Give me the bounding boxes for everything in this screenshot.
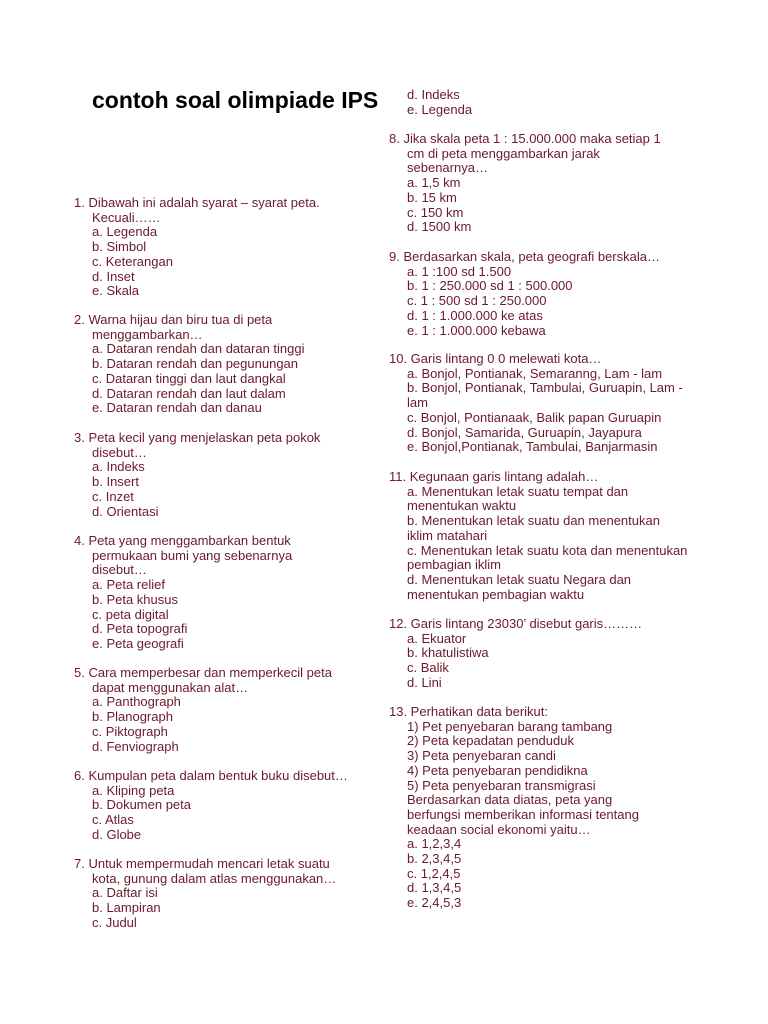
question-stem: 6. Kumpulan peta dalam bentuk buku disebut… <box>74 768 348 783</box>
option: b. Peta khusus <box>92 591 178 607</box>
question-stem: 5. Cara memperbesar dan memperkecil peta dapat menggunakan alat… <box>74 665 332 695</box>
question-stem: 7. Untuk mempermudah mencari letak suatu kota, gunung dalam atlas menggunakan… <box>74 856 337 886</box>
option: d. 1,3,4,5 <box>407 880 462 896</box>
data-item: 2) Peta kepadatan penduduk <box>407 733 574 749</box>
question-12 <box>389 617 689 691</box>
option: a. 1,5 km <box>407 175 461 191</box>
question-stem: 2. Warna hijau dan biru tua di peta menggambarkan… <box>74 312 273 342</box>
option: b. Menentukan letak suatu dan menentukan iklim matahari <box>407 513 660 543</box>
question-stem: 4. Peta yang menggambarkan bentuk permukaan bumi yang sebenarnya disebut… <box>74 533 293 578</box>
option: a. Bonjol, Pontianak, Semaranng, Lam - lam <box>407 365 663 381</box>
option: c. Keterangan <box>92 253 173 269</box>
option: c. Inzet <box>92 488 134 504</box>
option: b. 1 : 250.000 sd 1 : 500.000 <box>407 278 573 294</box>
option: d. Peta topografi <box>92 621 188 637</box>
option: c. peta digital <box>92 606 169 622</box>
option: c. 150 km <box>407 204 464 220</box>
option: a. Menentukan letak suatu tempat dan menentukan waktu <box>407 483 629 514</box>
option: c. Balik <box>407 660 449 676</box>
option: e. Skala <box>92 283 139 299</box>
question-stem: 8. Jika skala peta 1 : 15.000.000 maka setiap 1 cm di peta menggambarkan jarak sebenarnya… <box>389 131 661 176</box>
question-1 <box>74 196 344 299</box>
option: d. Inset <box>92 268 135 284</box>
question-10 <box>389 352 689 455</box>
data-item: 4) Peta penyebaran pendidikna <box>407 762 588 778</box>
option: d. 1 : 1.000.000 ke atas <box>407 307 543 323</box>
option: a. Peta relief <box>92 577 165 593</box>
option: b. Dokumen peta <box>92 797 192 813</box>
option: b. 15 km <box>407 189 457 205</box>
question-6 <box>74 769 364 843</box>
option: d. Globe <box>92 826 142 842</box>
question-stem: 11. Kegunaan garis lintang adalah… <box>389 469 599 484</box>
question-7-continued <box>389 88 689 117</box>
option: b. Insert <box>92 474 139 490</box>
option: d. Bonjol, Samarida, Guruapin, Jayapura <box>407 424 642 440</box>
option: b. Planograph <box>92 709 173 725</box>
option: a. Dataran rendah dan dataran tinggi <box>92 341 305 357</box>
question-13 <box>389 705 659 911</box>
option: e. Peta geografi <box>92 635 184 651</box>
option: e. Legenda <box>407 101 473 117</box>
question-stem: 10. Garis lintang 0 0 melewati kota… <box>389 351 602 366</box>
option: b. Dataran rendah dan pegunungan <box>92 356 299 372</box>
option: c. 1 : 500 sd 1 : 250.000 <box>407 293 547 309</box>
option: e. Dataran rendah dan danau <box>92 400 262 416</box>
question-11 <box>389 470 689 602</box>
data-item: 3) Peta penyebaran candi <box>407 748 556 764</box>
question-8 <box>389 132 679 235</box>
option: b. 2,3,4,5 <box>407 851 462 867</box>
page-title: contoh soal olimpiade IPS <box>92 87 379 113</box>
option: a. Daftar isi <box>92 885 158 901</box>
question-4 <box>74 534 344 652</box>
option: d. Lini <box>407 674 442 690</box>
option: d. Dataran rendah dan laut dalam <box>92 385 286 401</box>
question-5 <box>74 666 344 754</box>
option: d. Indeks <box>407 87 460 102</box>
option: d. 1500 km <box>407 219 472 235</box>
question-7 <box>74 857 354 931</box>
option: b. khatulistiwa <box>407 645 489 661</box>
question-9 <box>389 250 689 338</box>
question-stem: 1. Dibawah ini adalah syarat – syarat peta. Kecuali…… <box>74 195 320 225</box>
question-stem: 13. Perhatikan data berikut: <box>389 704 548 719</box>
question-3 <box>74 431 344 519</box>
option: b. Simbol <box>92 239 147 255</box>
option: a. 1,2,3,4 <box>407 836 462 852</box>
data-item: 5) Peta penyebaran transmigrasi <box>407 777 596 793</box>
option: c. Atlas <box>92 812 134 828</box>
option: e. 1 : 1.000.000 kebawa <box>407 322 546 338</box>
option: a. Panthograph <box>92 694 181 710</box>
option: b. Bonjol, Pontianak, Tambulai, Guruapin, Lam - lam <box>407 380 683 411</box>
option: a. Legenda <box>92 224 158 240</box>
option: c. Piktograph <box>92 723 168 739</box>
option: c. 1,2,4,5 <box>407 865 461 881</box>
option: d. Menentukan letak suatu Negara dan menentukan pembagian waktu <box>407 571 632 602</box>
question-2 <box>74 313 344 416</box>
option: c. Dataran tinggi dan laut dangkal <box>92 370 286 386</box>
option: e. Bonjol,Pontianak, Tambulai, Banjarmasin <box>407 439 658 455</box>
question-stem: 3. Peta kecil yang menjelaskan peta pokok disebut… <box>74 430 321 460</box>
option: e. 2,4,5,3 <box>407 895 462 911</box>
option: a. Indeks <box>92 459 145 475</box>
question-stem: 12. Garis lintang 23030’ disebut garis……… <box>389 616 643 631</box>
data-item: 1) Pet penyebaran barang tambang <box>407 718 613 734</box>
question-stem: 9. Berdasarkan skala, peta geografi berskala… <box>389 249 660 264</box>
option: b. Lampiran <box>92 900 161 916</box>
option: a. 1 :100 sd 1.500 <box>407 263 512 279</box>
option: a. Ekuator <box>407 630 467 646</box>
option: c. Bonjol, Pontianaak, Balik papan Guruapin <box>407 409 662 425</box>
option: a. Kliping peta <box>92 782 175 798</box>
option: c. Judul <box>92 914 137 930</box>
option: d. Orientasi <box>92 503 159 519</box>
question-prompt: Berdasarkan data diatas, peta yang berfungsi memberikan informasi tentang keadaan social ekonomi yaitu… <box>407 792 639 837</box>
option: c. Menentukan letak suatu kota dan menentukan pembagian iklim <box>407 542 688 573</box>
option: d. Fenviograph <box>92 738 179 754</box>
